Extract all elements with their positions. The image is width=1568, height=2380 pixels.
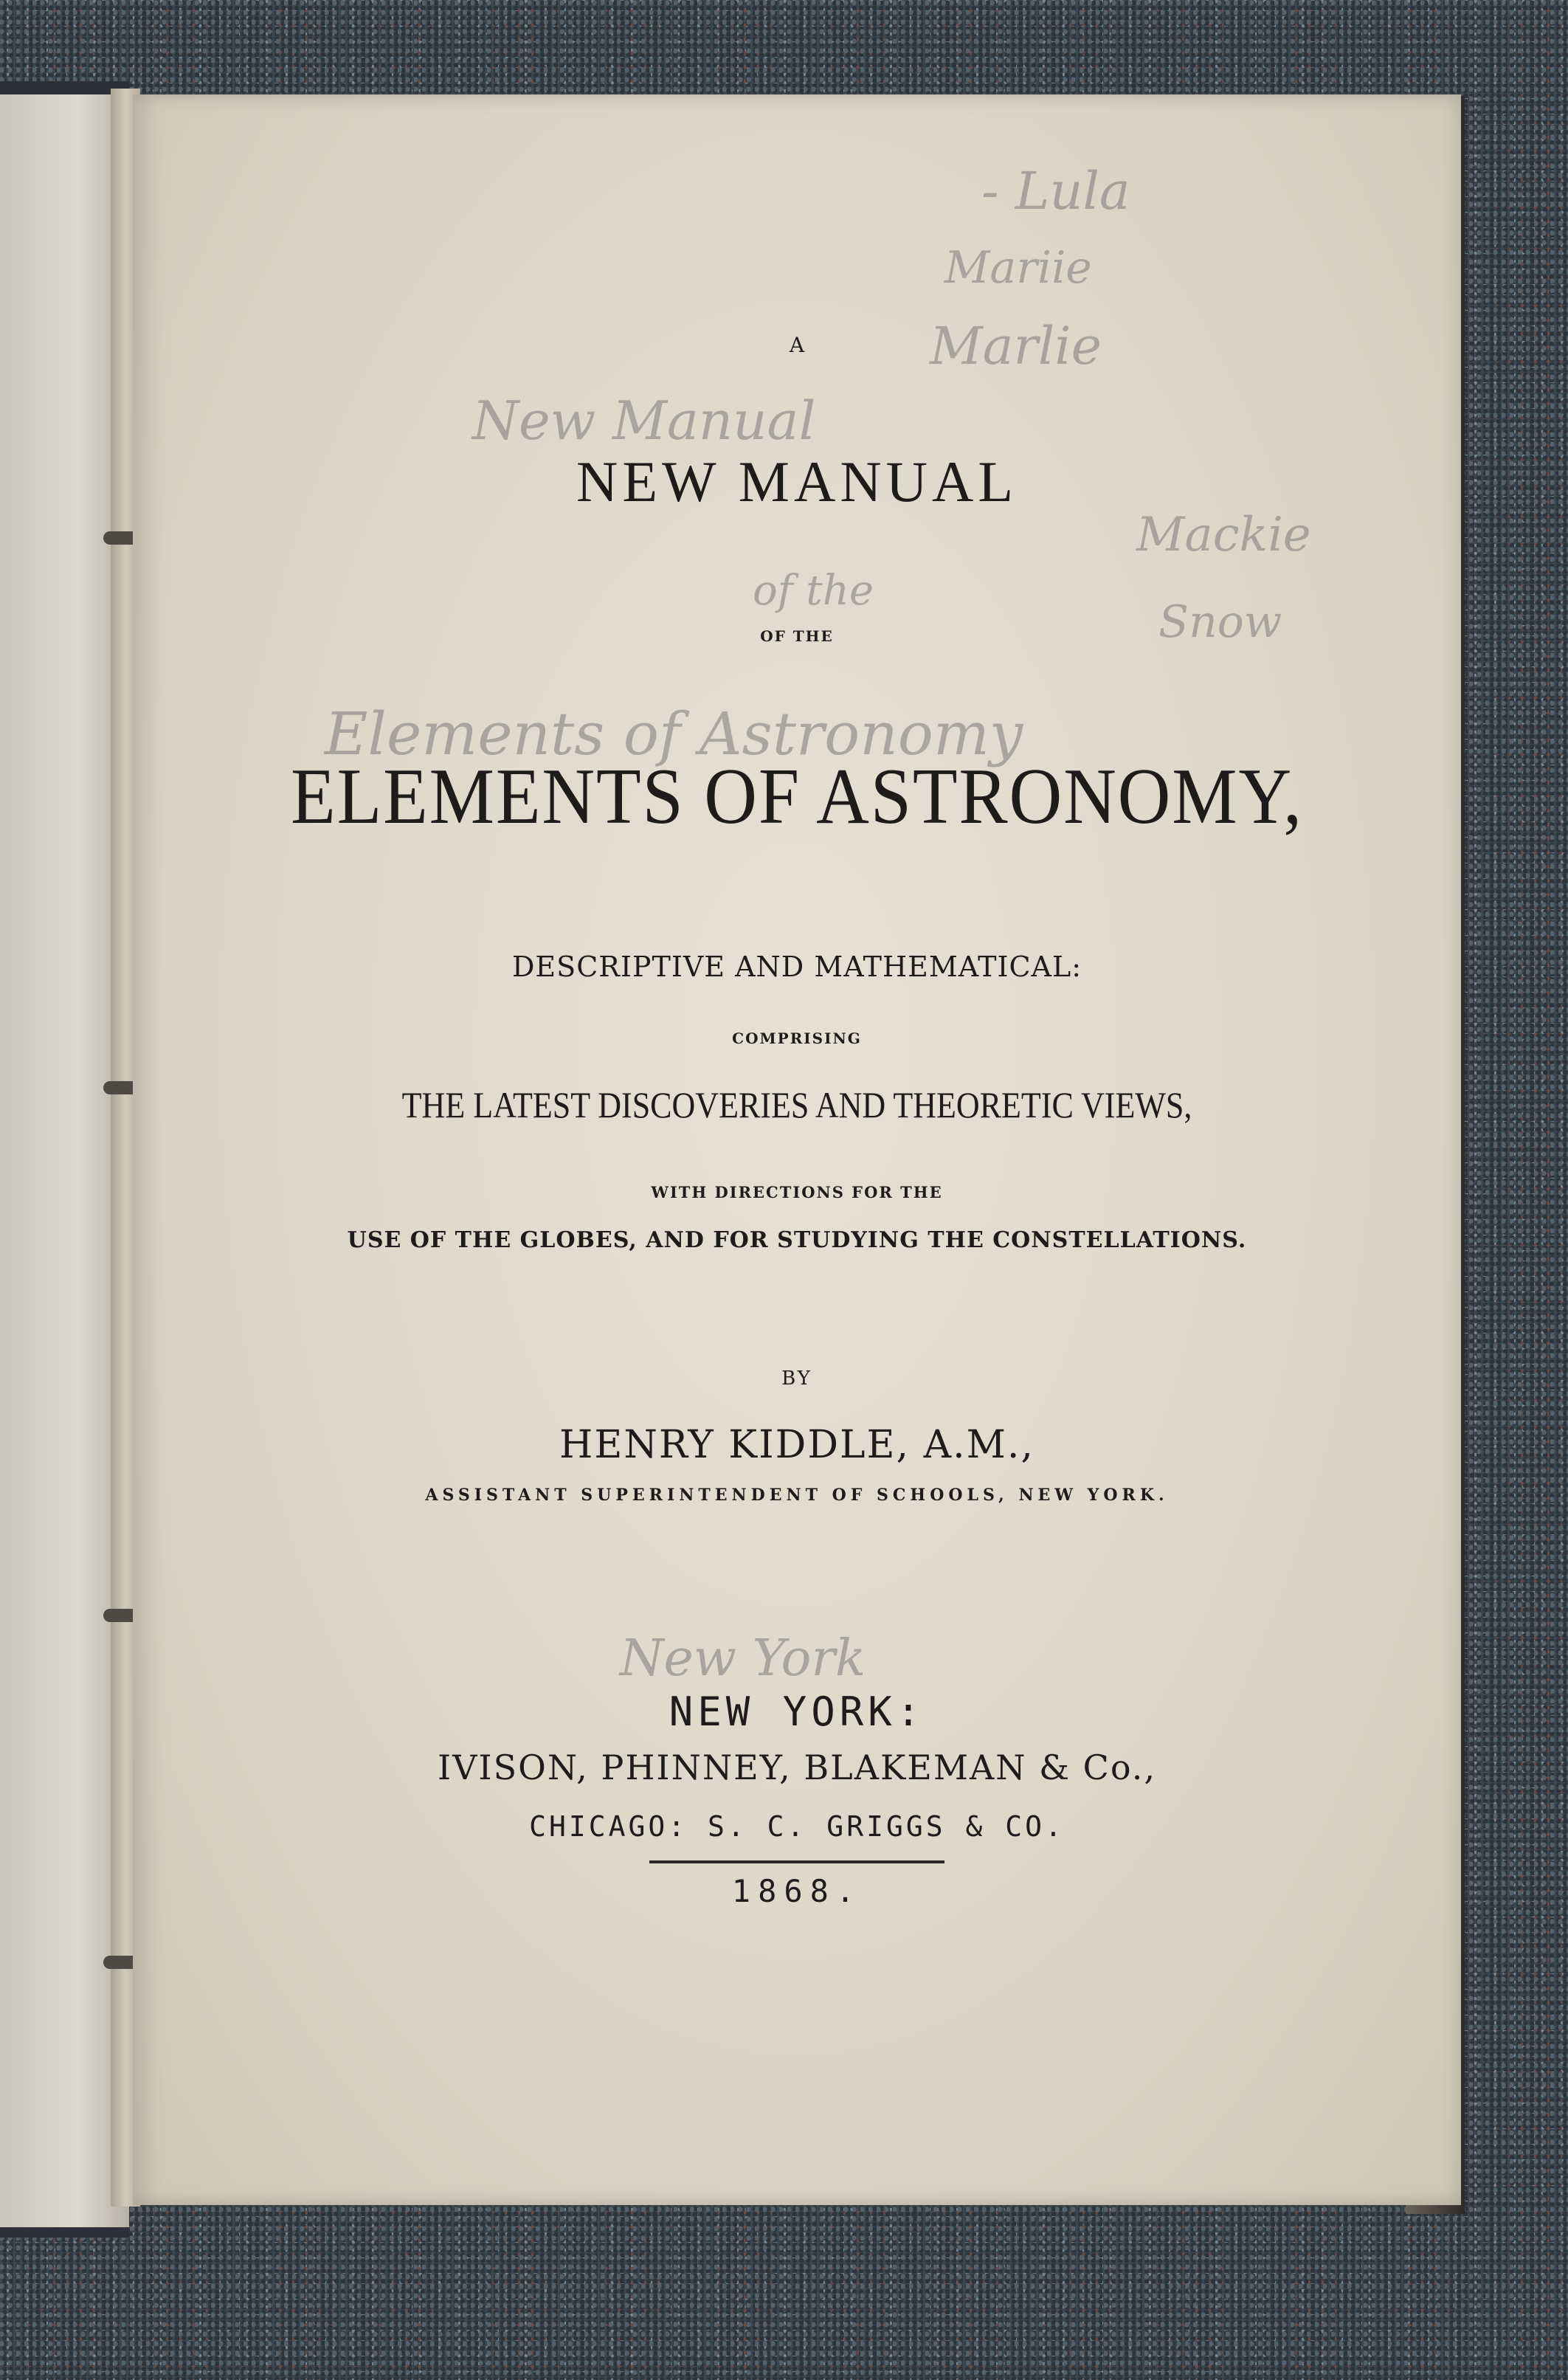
subtitle-descriptive: DESCRIPTIVE AND MATHEMATICAL: <box>511 951 1082 983</box>
subtitle-with-directions: WITH DIRECTIONS FOR THE <box>651 1183 943 1201</box>
publisher-name: IVISON, PHINNEY, BLAKEMAN & Co., <box>438 1748 1156 1787</box>
book-subject: ELEMENTS OF ASTRONOMY, <box>291 753 1303 841</box>
handwritten-subject-note: Elements of Astronomy <box>325 700 1023 768</box>
subtitle-use-of-globes: USE OF THE GLOBES, AND FOR STUDYING THE CONSTELLATIONS. <box>347 1227 1247 1253</box>
handwritten-name: - Lula <box>981 161 1130 221</box>
handwritten-name: Marlie <box>930 316 1102 376</box>
title-connector: OF THE <box>760 627 834 645</box>
imprint-rule <box>649 1860 944 1863</box>
title-article: A <box>789 333 805 357</box>
author-name: HENRY KIDDLE, A.M., <box>559 1423 1035 1467</box>
facing-page <box>0 81 129 2238</box>
publication-year: 1868. <box>731 1873 863 1909</box>
author-title: ASSISTANT SUPERINTENDENT OF SCHOOLS, NEW YORK. <box>425 1486 1169 1505</box>
handwritten-city-note: New York <box>620 1629 866 1688</box>
co-publisher: CHICAGO: S. C. GRIGGS & CO. <box>529 1810 1065 1843</box>
handwritten-title-note: New Manual <box>472 390 816 452</box>
title-page <box>133 94 1461 2205</box>
subtitle-latest: THE LATEST DISCOVERIES AND THEORETIC VIEWS, <box>401 1084 1192 1125</box>
byline-label: BY <box>781 1367 812 1390</box>
handwritten-name: Mariie <box>944 242 1092 294</box>
handwritten-name: Mackie <box>1136 508 1311 562</box>
handwritten-name: Snow <box>1158 596 1282 648</box>
book-title: NEW MANUAL <box>576 449 1018 514</box>
imprint-city: NEW YORK: <box>669 1689 925 1735</box>
subtitle-comprising: COMPRISING <box>732 1029 862 1047</box>
handwritten-note: of the <box>753 567 874 615</box>
